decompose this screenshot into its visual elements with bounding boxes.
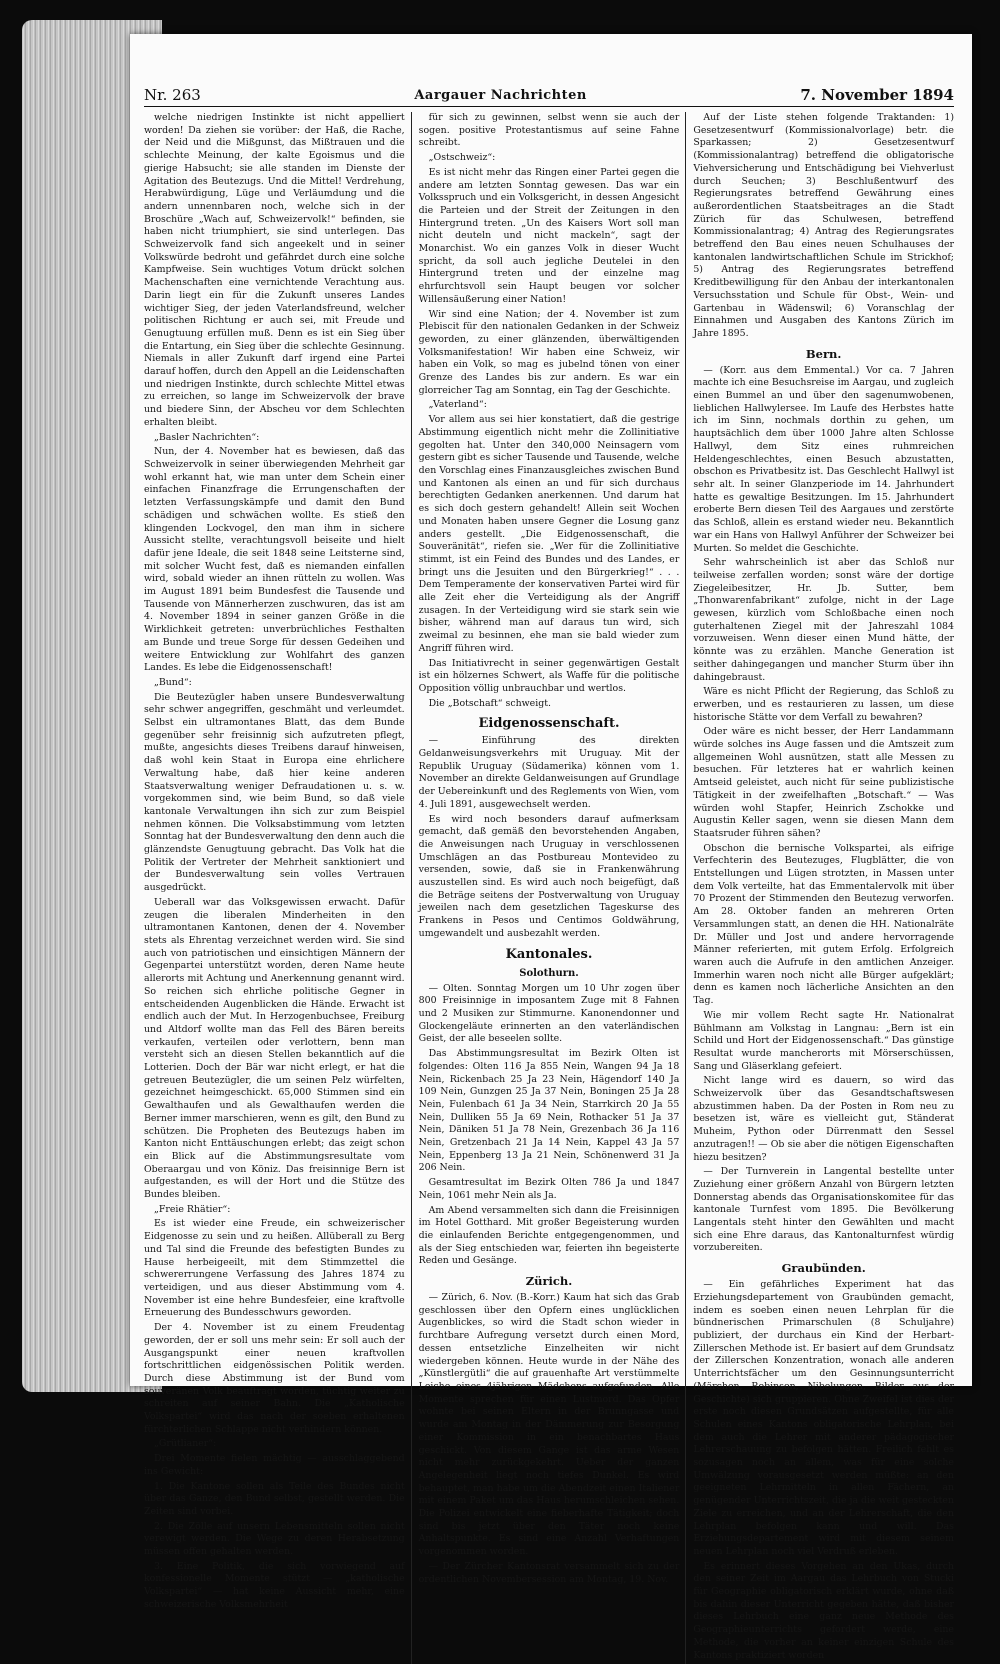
paragraph: welche niedrigen Instinkte ist nicht appelliert worden! Da ziehen sie vorüber: der Haß, die Rache, der Neid und die Mißgunst, das Mißtrauen und die schlechte Meinung, der kalte Egoismus und die gierige Habsucht; sie alle standen im Dienste der Agitation des Beutezugs. Und die Mittel! Verdrehung, Herabwürdigung, Lüge und Verläumdung und die andern unnennbaren noch, welche sich in der Broschüre „Wach auf, Schweizervolk!“ befinden, sie haben nicht triumphiert, sie sind unterlegen. Das Schweizervolk fand sich angeekelt und in seiner Volkswürde bedroht und gefährdet durch eine solche Kampfweise. Sein wuchtiges Votum drückt solchen Machenschaften eine vernichtende Verachtung aus. Darin liegt ein für die Zukunft unseres Landes wichtiger Sieg, der jeden Vaterlandsfreund, welcher politischen Richtung er auch sei, mit Freude und Genugtuung erfüllen muß. Denn es ist ein Sieg über die Entartung, ein Sieg über die schlechte Gesinnung. Niemals in aller Zukunft darf irgend eine Partei darauf hoffen, durch den Appell an die Leidenschaften und niedrigen Instinkte, durch schlechte Mittel etwas zu erreichen, so lange im Schweizervolk der brave und biedere Sinn, der Abscheu vor dem Schlechten erhalten bleibt. [144,112,405,428]
column-3 [693,112,954,1664]
paragraph: Auf der Liste stehen folgende Traktanden: 1) Gesetzesentwurf (Kommissionalvorlage) betr. die Sparkassen; 2) Gesetzesentwurf (Kommissionalantrag) betreffend die obligatorische Viehversicherung und Entschädigung bei Viehverlust durch Seuchen; 3) Beschlußentwurf des Regierungsrates betreffend Gewährung eines außerordentlichen Staatsbeitrages an die Stadt Zürich für das Schulwesen, betreffend Kommissionalantrag; 4) Antrag des Regierungsrates betreffend den Bau eines neuen Schulhauses der kantonalen landwirtschaftlichen Schule im Strickhof; 5) Antrag des Regierungsrates betreffend Kreditbewilligung für den Anbau der interkantonalen Versuchsstation und Schule für Obst-, Wein- und Gartenbau in Wädenswil; 6) Voranschlag der Einnahmen und Ausgaben des Kantons Zürich im Jahre 1895. [693,112,954,339]
section-heading-eidgenossenschaft: Eidgenossenschaft. [478,716,620,732]
paragraph: „Vaterland“: [428,399,487,411]
paragraph: Sehr wahrscheinlich ist aber das Schloß nur teilweise zerfallen worden; sonst wäre der dortige Ziegeleibesitzer, Hr. Jb. Sutter, bem „Thonwarenfabrikant“ zufolge, nicht in der Lage gewesen, kürzlich vom Schloßbache einen noch guterhaltenen Ziegel mit der Jahreszahl 1084 vorzuweisen. Wenn dieser einen Mund hätte, der könnte was zu erzählen. Manche Generation ist seither dahingegangen und mancher Sturm über ihn dahingebraust. [693,557,954,683]
paragraph: — Zürich, 6. Nov. (B.-Korr.) Kaum hat sich das Grab geschlossen über den Opfern eines unglücklichen Augenblickes, so wird die Stadt schon wieder in furchtbare Aufregung versetzt durch einen Mord, dessen entsetzliche Einzelheiten wir nicht wiedergeben können. Heute wurde in der Nähe des „Künstlergütli“ die auf grauenhafte Art verstümmelte Leiche eines 4jährigen Mädchens aufgefunden. Alle Momente sprechen für einen Lustmord. Das Opfer wohnte bei seinen Eltern in der Brunngasse und wurde am Montag in der Dämmerung zur Besorgung einer Kommission in ein benachbartes Haus geschickt. Von diesem Gange ist das arme Wesen nicht mehr zurückgekehrt. Ueber der ganzen Angelegenheit liegt noch tiefes Dunkel. Es wird behauptet, man habe um die Abendzeit einen Italiener mit einem Paket um das Haus herumschleichen sehen. Die Polizei entwickelt eine fieberhafte Tätigkeit; doch sind bis jetzt über den Täter noch keine Anhaltspunkte. Es sind eine Anzahl Verhaftungen vorgenommen worden. [418,1292,680,1558]
paragraph: Die Beutezügler haben unsere Bundesverwaltung sehr schwer angegriffen, geschmäht und verleumdet. Selbst ein ultramontanes Blatt, das dem Bunde gegenüber sehr freisinnig sich aufzutreten pflegt, mußte, angesichts dieses Treibens darauf hinweisen, daß wohl kein Staat in Europa eine ehrlichere Verwaltung habe, daß hier keine anderen Staatsverwaltung weniger Defraudationen u. s. w. vorgekommen sind, wie beim Bund, so daß viele kantonale Verwaltungen ihn sich zur zum Beispiel nehmen können. Die Volksabstimmung vom letzten Sonntag hat der Bundesverwaltung den denn auch die glänzendste Genugtuung gebracht. Das Volk hat die Politik der Vertreter der Mehrheit sanktioniert und der Bundesverwaltung sein volles Vertrauen ausgedrückt. [144,691,405,894]
paragraph: Es wird noch besonders darauf aufmerksam gemacht, daß gemäß den bevorstehenden Angaben, die Anweisungen nach Uruguay in verschlossenen Umschlägen an das Postbureau Montevideo zu versenden, sowie, daß sie in Frankenwährung auszustellen sind. Es wird auch noch beigefügt, daß die Beträge seitens der Postverwaltung von Uruguay jeweilen nach dem gesetzlichen Tageskurse des Frankens in Pesos und Centimos Goldwährung, umgewandelt und ausbezahlt werden. [418,813,680,939]
paragraph: — Ein gefährliches Experiment hat das Erziehungsdepartement von Graubünden gemacht, indem es soeben einen neuen Lehrplan für die bündnerischen Primarschulen (8 Schuljahre) publiziert, der durchaus ein Kind der Herbart-Zillerschen Methode ist. Er basiert auf dem Grundsatz der Zillerschen Konzentration, wonach alle anderen Unterrichtsfächer um den Gesinnungsunterricht (Märchen, Robinson, Nibelungen, Bilder aus der Geschichte) sich gruppieren. Ohne Zweifel ist dies der erste noch diesen Grundsätzen aufgestellte, für alle Schulen eines Kantons obligatorische Lehrplan, bei dem auch die Lehrer mit anderer pädagogischer Lehrerschauung zu befolgen hätten. Freilich fehlt es sozusagen noch an allem, was für eine solche Umwälzung vorausgesetzt werden müßte: an den geeigneten Lehrmitteln in allen Fächern, an genügender Unterrichtszeit, die ja die weit gesteckten Ziele zu erreichen, und an der Lehrerschaft, die den Lehrplan befolgen kann und will. Das Erziehungsdepartement wird mit diesem seinem neuen Lehrplan noch viel Verdruß erleben. [693,1279,954,1557]
paragraph: 3. Eine Politik, die sich vorwiegend auf konfessionelle Momente stützt — „katholische Volkspartei“ — hat keine Aussicht mehr, eine schweizerische Volksmehrheit [144,1560,405,1610]
paragraph: Oder wäre es nicht besser, der Herr Landammann würde solches ins Auge fassen und die Amtszeit zum allgemeinen Wohl ausnützen, statt alle Messen zu besuchen. Für letzteres hat er wahrlich keinen Amtseid geleistet, auch nicht für seine publizistische Tätigkeit in der zweifelhaften „Botschaft.“ — Was würden wohl Stapfer, Heinrich Zschokke und Augustin Keller sagen, wenn sie diesen Mann dem Staatsruder führen sähen? [693,726,954,839]
paragraph: Die „Botschaft“ schweigt. [428,697,551,709]
paragraph: Am Abend versammelten sich dann die Freisinnigen im Hotel Gotthard. Mit großer Begeisterung wurden die einlaufenden Berichte entgegengenommen, und als der Sieg entschieden war, feierten ihn begeisterte Reden und Gesänge. [418,1204,680,1267]
issue-date: 7. November 1894 [800,86,954,104]
paragraph: Drei Momente fielen mächtig — ausschlaggebend ins Gewicht: [144,1453,405,1477]
paragraph: 2. Die Zölle auf unsern Lebensmitteln sollen nicht verewigt werden. Die Wege zu deren Herabsetzung müssen offen gehalten werden. [144,1520,405,1558]
paragraph: „Bund“: [154,676,192,688]
paragraph: Wie mir vollem Recht sagte Hr. Nationalrat Bühlmann am Volkstag in Langnau: „Bern ist ein Schild und Hort der Eidgenossenschaft.“ Das günstige Resultat wurde mancherorts mit Mörserschüssen, Sang und Gläserklang gefeiert. [693,1009,954,1072]
subheading-bern: Bern. [805,346,842,361]
paragraph: — Einführung des direkten Geldanweisungsverkehrs mit Uruguay. Mit der Republik Uruguay (Südamerika) können vom 1. November an direkte Geldanweisungen auf Grundlage der Uebereinkunft und des Reglements von Wien, vom 4. Juli 1891, ausgewechselt werden. [418,735,680,810]
paragraph: „Basler Nachrichten“: [154,431,260,443]
paragraph: Es erinnert dieses Vorgehen an den Ukas, durch den seiner Zeit im Aargau das Lehrbuch von Stucki für Geographie obligatorisch erklärt wurde, ohne daß bis dahin dieser Unterricht gegeben hätte, daß bisher dieses Lehrbuch eine ganz neue Methode des Geographieunterrichts gefordert werde, eine Methode, die vorher an keiner einzigen Schule des Kantons praktiziert worden [693,1560,954,1661]
subheading-solothurn: Solothurn. [519,967,579,979]
paragraph: Es ist wieder eine Freude, ein schweizerischer Eidgenosse zu sein und zu heißen. Allüberall zu Berg und Tal sind die Freunde des befestigten Bundes zu Hause herbeigeeilt, mit dem Stimmzettel die schwererrungene Verfassung des Jahres 1874 zu verteidigen, und aus dieser Abstimmung vom 4. November ist eine hehre Bundesfeier, eine kraftvolle Erneuerung des Bundesschwurs geworden. [144,1218,405,1319]
paragraph: Nun, der 4. November hat es bewiesen, daß das Schweizervolk in seiner überwiegenden Mehrheit gar wohl erkannt hat, wie man unter dem Schein einer einfachen Finanzfrage die Errungenschaften der letzten Verfassungskämpfe und damit den Bund schädigen und schwächen wollte. Es stieß den klingenden Lockvogel, den man ihm in sichere Aussicht stellte, verachtungsvoll beiseite und hielt dafür jene Ideale, die seit 1848 seine Leitsterne sind, mit solcher Wucht fest, daß es niemanden einfallen wird, sobald wieder an ihnen rütteln zu wollen. Was im August 1891 beim Bundesfest die Tausende und Tausende von Männerherzen zuschwuren, das ist am 4. November 1894 in seiner ganzen Größe in die Wirklichkeit getreten: unverbrüchliches Festhalten am Bunde und treue Sorge für dessen Gedeihen und weitere Entwicklung zur Wohlfahrt des ganzen Landes. Es lebe die Eidgenossenschaft! [144,446,405,674]
subheading-zuerich: Zürich. [525,1274,573,1289]
paragraph: — Der Turnverein in Langental bestellte unter Zuziehung einer größern Anzahl von Bürgern letzten Donnerstag abends das Organisationskomitee für das kantonale Turnfest vom 1895. Die Bevölkerung Langentals steht hinter den Gewählten und macht sich eine Ehre daraus, das Kantonalturnfest würdig vorzubereiten. [693,1166,954,1254]
paragraph: — Olten. Sonntag Morgen um 10 Uhr zogen über 800 Freisinnige in imposantem Zuge mit 8 Fahnen und 2 Musiken zur Stimmurne. Kanonendonner und Glockengeläute erinnerten an den vaterländischen Geist, der alle beseelen sollte. [418,982,680,1045]
paper-title: Aargauer Nachrichten [414,88,587,103]
subheading-graubuenden: Graubünden. [781,1261,866,1276]
article-columns [144,112,954,1661]
paragraph: Ueberall war das Volksgewissen erwacht. Dafür zeugen die liberalen Minderheiten in den ultramontanen Kantonen, denen der 4. November stets als Ehrentag verzeichnet werden wird. Sie sind auch von patriotischen und einsichtigen Männern der Gegenpartei unterstützt worden, deren Name heute allerorts mit Achtung und Anerkennung genannt wird. So reichen sich ehrliche politische Gegner in entscheidenden Augenblicken die Hände. Erwacht ist endlich auch der Mut. In Herzogenbuchsee, Freiburg und Altdorf wollte man das Fell des Bären bereits verkaufen, verteilen oder verlottern, benn man versteht sich an diesen Stellen bekanntlich auf die Lotterien. Doch der Bär war nicht erlegt, er hat die getreuen Beutezügler, die um seinen Pelz würfelten, gezeichnet heimgeschickt. 65,000 Stimmen sind ein Gewalthaufen und als Gewalthaufen werden die Berner immer marschieren, wenn es gilt, den Bund zu schützen. Die Propheten des Beutezugs haben im Kanton nicht Enttäuschungen erlebt; das zeigt schon ein Blick auf die Abstimmungsresultate vom Oberaargau und von Köniz. Das freisinnige Bern ist aufgestanden, es will der Hort und die Stütze des Bundes bleiben. [144,896,405,1201]
section-heading-kantonales: Kantonales. [505,946,593,962]
paragraph: Nicht lange wird es dauern, so wird das Schweizervolk über das Gesandtschaftswesen abzustimmen haben. Da der Posten in Rom neu zu besetzen ist, wäre es vielleicht gut, Ständerat Muheim, Python oder Dürrenmatt den Sessel anzutragen!! — Ob sie aber die nötigen Eigenschaften hiezu besitzen? [693,1075,954,1163]
paragraph: — (Korr. aus dem Emmental.) Vor ca. 7 Jahren machte ich eine Besuchsreise im Aargau, und zugleich einen Bummel an und über den sagenumwobenen, lieblichen Hallwylersee. Im Laufe des Herbstes hatte ich im Sinn, nochmals dorthin zu gehen, um hauptsächlich dem über 1000 Jahre alten Schlosse Hallwyl, dem Sitz eines ruhmreichen Heldengeschlechtes, einen Besuch abzustatten, obschon es Privatbesitz ist. Das Geschlecht Hallwyl ist sehr alt. In seiner Glanzperiode im 14. Jahrhundert hatte es gewaltige Besitzungen. Im 15. Jahrhundert eroberte Bern diesen Teil des Aargaues und zerstörte das Schloß, allein es erstand wieder neu. Bekanntlich war ein Hans von Hallwyl Anführer der Schweizer bei Murten. So meldet die Geschichte. [693,364,954,554]
paragraph: Das Initiativrecht in seiner gegenwärtigen Gestalt ist ein hölzernes Schwert, als Waffe für die politische Opposition völlig unbrauchbar und wertlos. [418,657,680,694]
newspaper-page [130,34,972,1661]
paragraph: Das Abstimmungsresultat im Bezirk Olten ist folgendes: Olten 116 Ja 855 Nein, Wangen 94 Ja 18 Nein, Rickenbach 25 Ja 23 Nein, Hägendorf 140 Ja 109 Nein, Gunzgen 25 Ja 37 Nein, Boningen 25 Ja 28 Nein, Fulenbach 61 Ja 34 Nein, Starrkirch 20 Ja 55 Nein, Dulliken 55 Ja 69 Nein, Rothacker 51 Ja 37 Nein, Däniken 51 Ja 78 Nein, Grezenbach 36 Ja 116 Nein, Gretzenbach 21 Ja 14 Nein, Kappel 43 Ja 57 Nein, Eppenberg 13 Ja 21 Nein, Schönenwerd 31 Ja 206 Nein. [418,1048,680,1174]
paragraph: Obschon die bernische Volkspartei, als eifrige Verfechterin des Beutezuges, Flugblätter, die von Entstellungen und Lügen strotzten, in Massen unter dem Volk verteilte, hat das Emmentalervolk mit über 70 Prozent der Stimmenden den Beutezug verworfen. Am 28. Oktober fanden an mehreren Orten Versammlungen statt, an denen die HH. Nationalräte Dr. Müller und Jost und andere hervorragende Männer referierten, mit gutem Erfolg. Erfolgreich waren auch die Aufrufe in den amtlichen Anzeiger. Immerhin waren noch nicht alle Bürger aufgeklärt; denn es kamen noch lächerliche Ansichten an den Tag. [693,842,954,1007]
masthead [144,80,954,107]
paragraph: Wäre es nicht Pflicht der Regierung, das Schloß zu erwerben, und es restaurieren zu lassen, um diese historische Stätte vor dem Verfall zu bewahren? [693,686,954,723]
paragraph: „Ostschweiz“: [428,152,496,164]
paragraph: Gesamtresultat im Bezirk Olten 786 Ja und 1847 Nein, 1061 mehr Nein als Ja. [418,1177,680,1201]
paragraph: für sich zu gewinnen, selbst wenn sie auch der sogen. positive Protestantismus auf seine Fahne schreibt. [418,112,680,149]
paragraph: 1. Die Kantone sollen als Teile des Bundes nicht über das Ganze, den Bund selbst, gestellt werden. Die Zeiten sind vorbei. [144,1480,405,1517]
issue-number: Nr. 263 [144,86,201,104]
paragraph: „Freie Rhätier“: [154,1203,231,1215]
paragraph: Der 4. November ist zu einem Freudentag geworden, der er soll uns mehr sein: Er soll auch der Ausgangspunkt einer neuen kraftvollen fortschrittlichen eidgenössischen Politik werden. Durch diese Abstimmung ist der Bund vom souveränen Volk beauftragt worden, tüchtig weiter zu schreiten auf seiner Bahn. Die „Katholische Volkspartei“ wird das nach der soeben erhaltenen fürchterlichen Schlappe nicht verhindern können. [144,1322,405,1435]
paragraph: Vor allem aus sei hier konstatiert, daß die gestrige Abstimmung eigentlich nicht mehr die Zollinitiative gegolten hat. Unter den 340,000 Neinsagern vom gestern gibt es sicher Tausende und Tausende, welche den Vorschlag eines Finanzausgleiches zwischen Bund und Kantonen als einen an und für sich durchaus berechtigten Gedanken anerkennen. Und darum hat es sich doch gestern gehandelt! Allein seit Wochen und Monaten haben unsere Gegner die Losung ganz anders gestellt. „Die Eidgenossenschaft, die Souveränität“, riefen sie. „Wer für die Zollinitiative stimmt, ist ein Feind des Bundes und des Landes, er bringt uns die Jesuiten und den Bürgerkrieg!“ . . . Dem Temperamente der konservativen Partei wird für alle Zeit eher die Verteidigung als der Angriff zusagen. In der Verteidigung wird sie stark sein wie bisher, während man auf daraus tun wird, sich zweimal zu besinnen, ehe man sie bald wieder zum Angriff führen wird. [418,414,680,654]
paragraph: Wir sind eine Nation; der 4. November ist zum Plebiscit für den nationalen Gedanken in der Schweiz geworden, zu einer glänzenden, überwältigenden Volksmanifestation! Wir haben eine Schweiz, wir haben ein Volk, so mag es jubelnd tönen von einer Grenze des Landes bis zur andern. Es war ein glorreicher Tag am Sonntag, ein Tag der Geschichte. [418,308,680,396]
paragraph: Es ist nicht mehr das Ringen einer Partei gegen die andere am letzten Sonntag gewesen. Das war ein Volksspruch und ein Volksgericht, in dessen Angesicht die Parteien und der Streit der Zeitungen in den Hintergrund treten. „Un des Kaisers Wort soll man nicht deuteln und nicht mackeln“, sagt der Monarchist. Wo ein ganzes Volk in dieser Wucht spricht, da soll auch jegliche Deutelei in den Hintergrund treten und der einzelne mag ehrfurchtsvoll sein Haupt beugen vor solcher Willensäußerung einer Nation! [418,166,680,305]
column-1 [144,112,405,1664]
paragraph: — Der Zürcher Kantonsrat versammelt sich zu der ordentlichen Novembersession am Montag, 19. Nov. [418,1560,680,1585]
paragraph: „Grütlianer“: [154,1438,217,1450]
column-2 [419,112,680,1664]
